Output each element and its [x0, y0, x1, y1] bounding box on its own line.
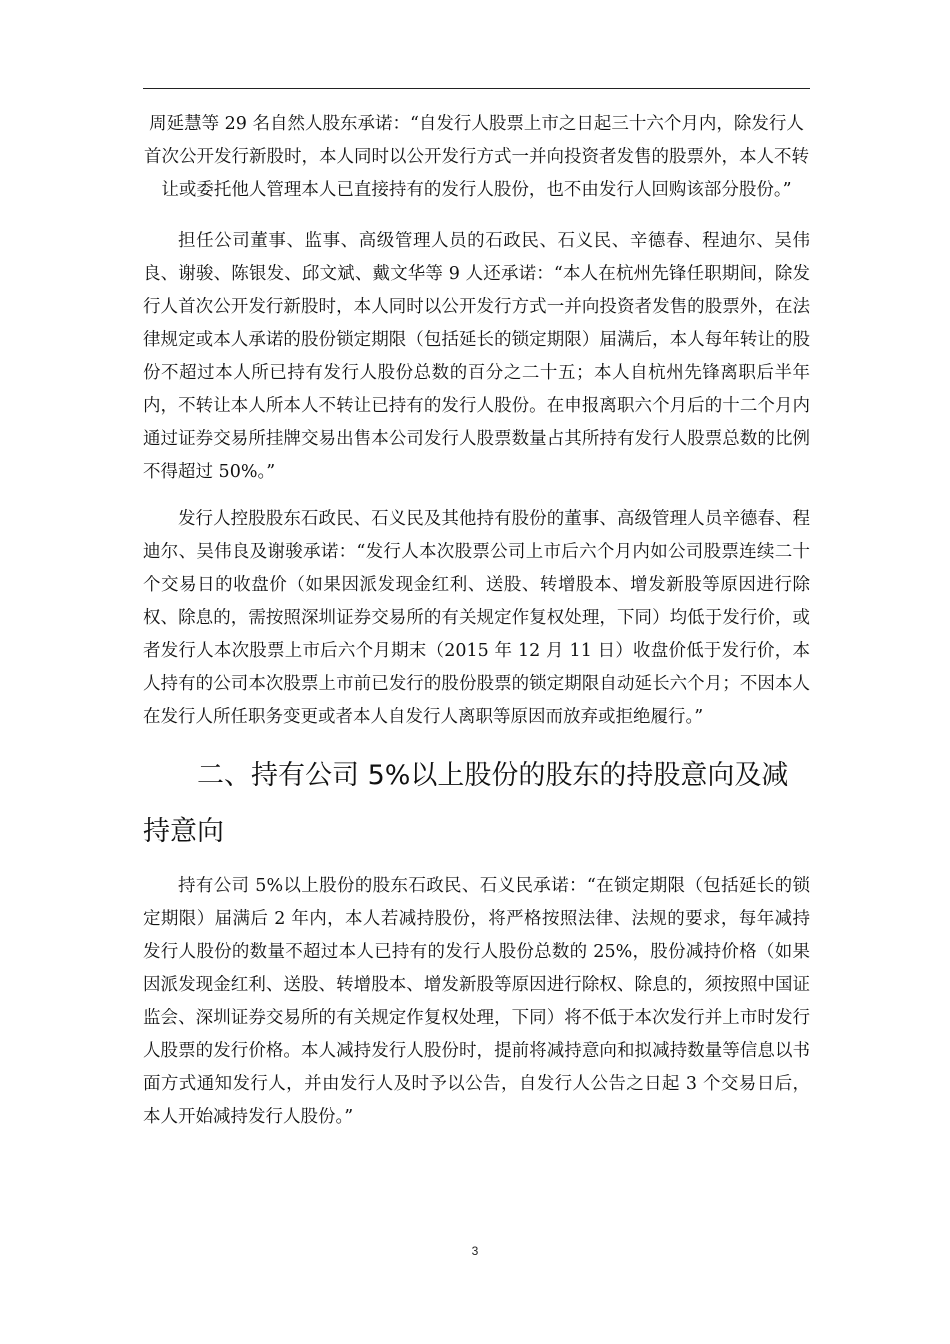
header-rule — [143, 88, 810, 89]
page-number: 3 — [471, 1244, 479, 1258]
paragraph-reduction-intention: 持有公司 5%以上股份的股东石政民、石义民承诺：“在锁定期限（包括延长的锁定期限）届满后 2 年内，本人若减持股份，将严格按照法律、法规的要求，每年减持发行人股份的数量不超过本人已持有的发行人股份总数的 25%，股份减持价格（如果因派发现金红利、送股、转增股本、增发新股等原因进行除权、除息的，须按照中国证监会、深圳证券交易所的有关规定作复权处理，下同）将不低于本次发行并上市时发行人股票的发行价格。本人减持发行人股份时，提前将减持意向和拟减持数量等信息以书面方式通知发行人，并由发行人及时予以公告，自发行人公告之日起 3 个交易日后，本人开始减持发行人股份。” — [143, 876, 810, 1127]
paragraph-directors-commitment: 担任公司董事、监事、高级管理人员的石政民、石义民、辛德春、程迪尔、吴伟良、谢骏、陈银发、邱文斌、戴文华等 9 人还承诺：“本人在杭州先锋任职期间，除发行人首次公开发行新股时，本人同时以公开发行方式一并向投资者发售的股票外，在法律规定或本人承诺的股份锁定期限（包括延长的锁定期限）届满后，本人每年转让的股份不超过本人所已持有发行人股份总数的百分之二十五；本人自杭州先锋离职后半年内，不转让本人所本人不转让已持有的发行人股份。在申报离职六个月后的十二个月内通过证券交易所挂牌交易出售本公司发行人股票数量占其所持有发行人股票总数的比例不得超过 50%。” — [143, 231, 810, 482]
section-title: 二、持有公司 5%以上股份的股东的持股意向及减持意向 — [143, 760, 789, 847]
page-content — [143, 108, 810, 1148]
paragraph-controlling-shareholder-commitment: 发行人控股股东石政民、石义民及其他持有股份的董事、高级管理人员辛德春、程迪尔、吴伟良及谢骏承诺：“发行人本次股票公司上市后六个月内如公司股票连续二十个交易日的收盘价（如果因派发现金红利、送股、转增股本、增发新股等原因进行除权、除息的，需按照深圳证券交易所的有关规定作复权处理，下同）均低于发行价，或者发行人本次股票上市后六个月期末（2015 年 12 月 11 日）收盘价低于发行价，本人持有的公司本次股票上市前已发行的股份股票的锁定期限自动延长六个月；不因本人在发行人所任职务变更或者本人自发行人离职等原因而放弃或拒绝履行。” — [143, 509, 810, 727]
paragraph-shareholder-lockup: 周延慧等 29 名自然人股东承诺：“自发行人股票上市之日起三十六个月内，除发行人首次公开发行新股时，本人同时以公开发行方式一并向投资者发售的股票外，本人不转让或委托他人管理本人已直接持有的发行人股份，也不由发行人回购该部分股份。” — [144, 114, 809, 200]
